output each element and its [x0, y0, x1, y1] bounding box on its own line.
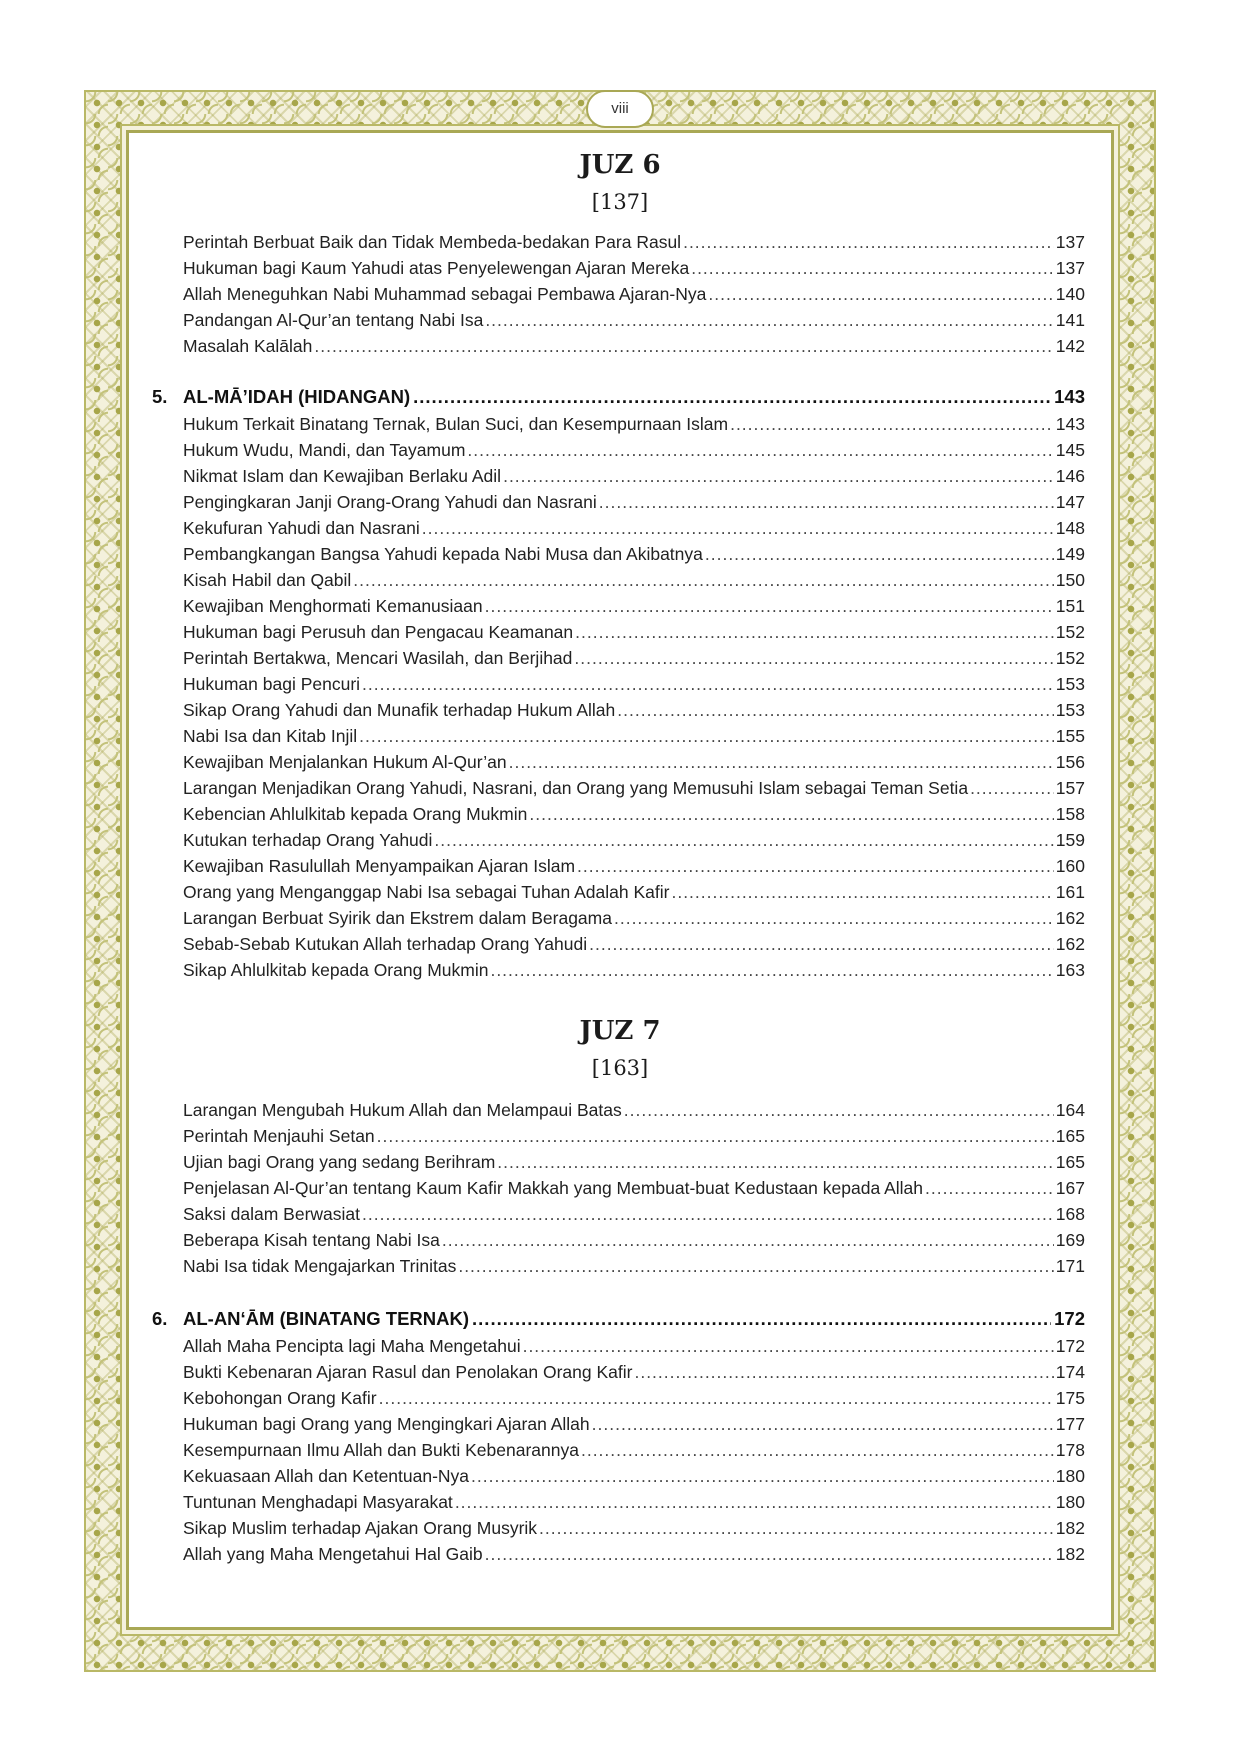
toc-entry[interactable]: [183, 723, 1085, 749]
entry-page: 141: [1055, 310, 1085, 330]
entry-title: Pembangkangan Bangsa Yahudi kepada Nabi Musa dan Akibatnya: [183, 544, 703, 564]
surah-6-heading[interactable]: [152, 1305, 1085, 1333]
entry-title: Masalah Kalālah: [183, 336, 313, 356]
entry-title: Sikap Ahlulkitab kepada Orang Mukmin: [183, 960, 489, 980]
surah-number: 6.: [152, 1308, 168, 1329]
dot-leader: [485, 307, 1053, 333]
entry-page: 149: [1055, 544, 1085, 564]
entry-page: 180: [1055, 1492, 1085, 1512]
entry-page: 148: [1055, 518, 1085, 538]
dot-leader: [970, 775, 1054, 801]
entry-title: Sikap Orang Yahudi dan Munafik terhadap Hukum Allah: [183, 700, 616, 720]
entry-title: Pengingkaran Janji Orang-Orang Yahudi dan Nasrani: [183, 492, 597, 512]
dot-leader: [497, 1149, 1054, 1175]
toc-entry[interactable]: [183, 593, 1085, 619]
entry-title: Kekufuran Yahudi dan Nasrani: [183, 518, 420, 538]
toc-entry[interactable]: [183, 879, 1085, 905]
entry-title: Kekuasaan Allah dan Ketentuan-Nya: [183, 1466, 470, 1486]
dot-leader: [458, 1253, 1053, 1279]
entry-title: Tuntunan Menghadapi Masyarakat: [183, 1492, 453, 1512]
dot-leader: [434, 827, 1053, 853]
dot-leader: [575, 619, 1054, 645]
entry-page: 165: [1055, 1126, 1085, 1146]
entry-page: 165: [1055, 1152, 1085, 1172]
entry-title: Sikap Muslim terhadap Ajakan Orang Musyrik: [183, 1518, 538, 1538]
toc-entry[interactable]: [183, 1149, 1085, 1175]
dot-leader: [485, 593, 1054, 619]
toc-entry[interactable]: [183, 1201, 1085, 1227]
entry-page: 153: [1055, 700, 1085, 720]
entry-title: Allah yang Maha Mengetahui Hal Gaib: [183, 1544, 483, 1564]
dot-leader: [314, 333, 1053, 359]
entry-page: 152: [1055, 648, 1085, 668]
entry-page: 177: [1055, 1414, 1085, 1434]
entry-title: Nabi Isa dan Kitab Injil: [183, 726, 358, 746]
entry-page: 182: [1055, 1544, 1085, 1564]
toc-entry[interactable]: [183, 411, 1085, 437]
entry-page: 172: [1055, 1336, 1085, 1356]
entry-title: Perintah Menjauhi Setan: [183, 1126, 375, 1146]
toc-entry[interactable]: [183, 463, 1085, 489]
dot-leader: [472, 1305, 1051, 1333]
toc-entry[interactable]: [183, 619, 1085, 645]
toc-entry[interactable]: [183, 1333, 1085, 1359]
entry-title: Hukuman bagi Orang yang Mengingkari Ajaran Allah: [183, 1414, 590, 1434]
entry-page: 152: [1055, 622, 1085, 642]
entry-page: 168: [1055, 1204, 1085, 1224]
entry-page: 142: [1055, 336, 1085, 356]
surah-title: AL-AN‘ĀM (BINATANG TERNAK): [183, 1308, 470, 1329]
entry-page: 143: [1055, 414, 1085, 434]
toc-entry[interactable]: [183, 307, 1085, 333]
toc-entry[interactable]: [183, 697, 1085, 723]
toc-entry[interactable]: [183, 489, 1085, 515]
dot-leader: [614, 905, 1054, 931]
dot-leader: [634, 1359, 1053, 1385]
entry-title: Allah Maha Pencipta lagi Maha Mengetahui: [183, 1336, 521, 1356]
dot-leader: [589, 931, 1054, 957]
entry-page: 182: [1055, 1518, 1085, 1538]
entry-page: 137: [1055, 232, 1085, 252]
entry-title: Kisah Habil dan Qabil: [183, 570, 352, 590]
entry-page: 169: [1055, 1230, 1085, 1250]
entry-page: 160: [1055, 856, 1085, 876]
toc-entry[interactable]: [183, 255, 1085, 281]
entry-title: Kesempurnaan Ilmu Allah dan Bukti Kebenarannya: [183, 1440, 579, 1460]
surah-5-heading[interactable]: [152, 383, 1085, 411]
toc-entry[interactable]: [183, 541, 1085, 567]
entry-title: Perintah Berbuat Baik dan Tidak Membeda-bedakan Para Rasul: [183, 232, 682, 252]
toc-entry[interactable]: [183, 853, 1085, 879]
entry-page: 156: [1055, 752, 1085, 772]
entry-title: Kewajiban Menghormati Kemanusiaan: [183, 596, 483, 616]
toc-entry[interactable]: [183, 1463, 1085, 1489]
dot-leader: [671, 879, 1053, 905]
dot-leader: [523, 1333, 1054, 1359]
entry-title: Larangan Menjadikan Orang Yahudi, Nasrani, dan Orang yang Memusuhi Islam sebagai Teman Setia: [183, 778, 969, 798]
toc-entry[interactable]: [183, 1123, 1085, 1149]
entry-title: Kewajiban Menjalankan Hukum Al-Qur’an: [183, 752, 507, 772]
entry-title: Nabi Isa tidak Mengajarkan Trinitas: [183, 1256, 457, 1276]
entry-title: Pandangan Al-Qur’an tentang Nabi Isa: [183, 310, 484, 330]
dot-leader: [691, 255, 1054, 281]
entry-page: 171: [1055, 1256, 1085, 1276]
dot-leader: [471, 1463, 1054, 1489]
entry-page: 155: [1055, 726, 1085, 746]
entry-title: Hukuman bagi Kaum Yahudi atas Penyelewengan Ajaran Mereka: [183, 258, 690, 278]
dot-leader: [467, 437, 1053, 463]
toc-entry[interactable]: [183, 1437, 1085, 1463]
entry-title: Hukuman bagi Pencuri: [183, 674, 361, 694]
dot-leader: [624, 1097, 1054, 1123]
entry-page: 145: [1055, 440, 1085, 460]
juz-6-title: JUZ 6: [579, 150, 661, 180]
toc-entry[interactable]: [183, 1227, 1085, 1253]
dot-leader: [708, 281, 1053, 307]
toc-entry[interactable]: [183, 1253, 1085, 1279]
entry-page: 146: [1055, 466, 1085, 486]
entry-title: Hukuman bagi Perusuh dan Pengacau Keamanan: [183, 622, 574, 642]
dot-leader: [574, 645, 1053, 671]
dot-leader: [353, 567, 1054, 593]
juz-7-title: JUZ 7: [579, 1016, 661, 1046]
dot-leader: [455, 1489, 1054, 1515]
entry-page: 161: [1055, 882, 1085, 902]
dot-leader: [413, 383, 1051, 411]
dot-leader: [705, 541, 1054, 567]
toc-entry[interactable]: [183, 905, 1085, 931]
entry-page: 174: [1055, 1362, 1085, 1382]
entry-title: Kebohongan Orang Kafir: [183, 1388, 377, 1408]
entry-title: Saksi dalam Berwasiat: [183, 1204, 361, 1224]
entry-page: 157: [1055, 778, 1085, 798]
entry-title: Nikmat Islam dan Kewajiban Berlaku Adil: [183, 466, 502, 486]
entry-title: Kutukan terhadap Orang Yahudi: [183, 830, 433, 850]
toc-entry[interactable]: [183, 1541, 1085, 1567]
toc-entry[interactable]: [183, 1489, 1085, 1515]
entry-title: Penjelasan Al-Qur’an tentang Kaum Kafir Makkah yang Membuat-buat Kedustaan kepada Allah: [183, 1178, 923, 1198]
entry-page: 140: [1055, 284, 1085, 304]
toc-entry[interactable]: [183, 645, 1085, 671]
entry-page: 175: [1055, 1388, 1085, 1408]
entry-page: 153: [1055, 674, 1085, 694]
surah-page: 172: [1054, 1308, 1085, 1329]
entry-page: 162: [1055, 908, 1085, 928]
entry-page: 167: [1055, 1178, 1085, 1198]
entry-page: 158: [1055, 804, 1085, 824]
entry-page: 137: [1055, 258, 1085, 278]
dot-leader: [362, 671, 1054, 697]
entry-page: 150: [1055, 570, 1085, 590]
dot-leader: [485, 1541, 1054, 1567]
entry-title: Hukum Terkait Binatang Ternak, Bulan Suci, dan Kesempurnaan Islam: [183, 414, 729, 434]
surah-title: AL-MĀ’IDAH (HIDANGAN): [183, 386, 411, 407]
toc-entry[interactable]: [183, 671, 1085, 697]
toc-entry[interactable]: [183, 931, 1085, 957]
entry-title: Kewajiban Rasulullah Menyampaikan Ajaran Islam: [183, 856, 576, 876]
toc-entry[interactable]: [183, 1175, 1085, 1201]
dot-leader: [503, 463, 1054, 489]
toc-entry[interactable]: [183, 1515, 1085, 1541]
juz-6-ref: [137]: [591, 190, 649, 214]
entry-page: 180: [1055, 1466, 1085, 1486]
entry-page: 164: [1055, 1100, 1085, 1120]
entry-title: Kebencian Ahlulkitab kepada Orang Mukmin: [183, 804, 528, 824]
toc-entry[interactable]: [183, 567, 1085, 593]
dot-leader: [359, 723, 1054, 749]
dot-leader: [509, 749, 1054, 775]
juz-7-ref: [163]: [591, 1056, 649, 1080]
toc-entry[interactable]: [183, 827, 1085, 853]
dot-leader: [683, 229, 1054, 255]
entry-title: Ujian bagi Orang yang sedang Berihram: [183, 1152, 496, 1172]
page-number: viii: [586, 90, 654, 128]
entry-page: 147: [1055, 492, 1085, 512]
entry-title: Hukum Wudu, Mandi, dan Tayamum: [183, 440, 466, 460]
entry-title: Orang yang Menganggap Nabi Isa sebagai Tuhan Adalah Kafir: [183, 882, 670, 902]
entry-page: 162: [1055, 934, 1085, 954]
entry-title: Beberapa Kisah tentang Nabi Isa: [183, 1230, 440, 1250]
entry-page: 151: [1055, 596, 1085, 616]
toc-entry[interactable]: [183, 957, 1085, 983]
dot-leader: [577, 853, 1054, 879]
entry-page: 178: [1055, 1440, 1085, 1460]
dot-leader: [925, 1175, 1054, 1201]
toc-entry[interactable]: [183, 1097, 1085, 1123]
dot-leader: [362, 1201, 1054, 1227]
toc-entry[interactable]: [183, 333, 1085, 359]
entry-title: Perintah Bertakwa, Mencari Wasilah, dan Berjihad: [183, 648, 573, 668]
dot-leader: [490, 957, 1053, 983]
toc-entry[interactable]: [183, 1411, 1085, 1437]
toc-entry[interactable]: [183, 775, 1085, 801]
dot-leader: [539, 1515, 1054, 1541]
dot-leader: [377, 1123, 1054, 1149]
dot-leader: [442, 1227, 1054, 1253]
dot-leader: [592, 1411, 1054, 1437]
entry-title: Sebab-Sebab Kutukan Allah terhadap Orang Yahudi: [183, 934, 588, 954]
toc-entry[interactable]: [183, 1359, 1085, 1385]
dot-leader: [581, 1437, 1054, 1463]
toc-entry[interactable]: [183, 801, 1085, 827]
entry-title: Bukti Kebenaran Ajaran Rasul dan Penolakan Orang Kafir: [183, 1362, 633, 1382]
entry-title: Larangan Mengubah Hukum Allah dan Melampaui Batas: [183, 1100, 622, 1120]
dot-leader: [617, 697, 1054, 723]
toc-entry[interactable]: [183, 437, 1085, 463]
surah-page: 143: [1054, 386, 1085, 407]
entry-page: 163: [1055, 960, 1085, 980]
toc-entry[interactable]: [183, 749, 1085, 775]
dot-leader: [422, 515, 1054, 541]
dot-leader: [529, 801, 1053, 827]
entry-page: 159: [1055, 830, 1085, 850]
toc-entry[interactable]: [183, 229, 1085, 255]
dot-leader: [599, 489, 1054, 515]
entry-title: Larangan Berbuat Syirik dan Ekstrem dalam Beragama: [183, 908, 612, 928]
entry-title: Allah Meneguhkan Nabi Muhammad sebagai Pembawa Ajaran-Nya: [183, 284, 707, 304]
toc-entry[interactable]: [183, 1385, 1085, 1411]
toc-entry[interactable]: [183, 281, 1085, 307]
surah-number: 5.: [152, 386, 168, 407]
dot-leader: [379, 1385, 1054, 1411]
toc-entry[interactable]: [183, 515, 1085, 541]
dot-leader: [730, 411, 1054, 437]
